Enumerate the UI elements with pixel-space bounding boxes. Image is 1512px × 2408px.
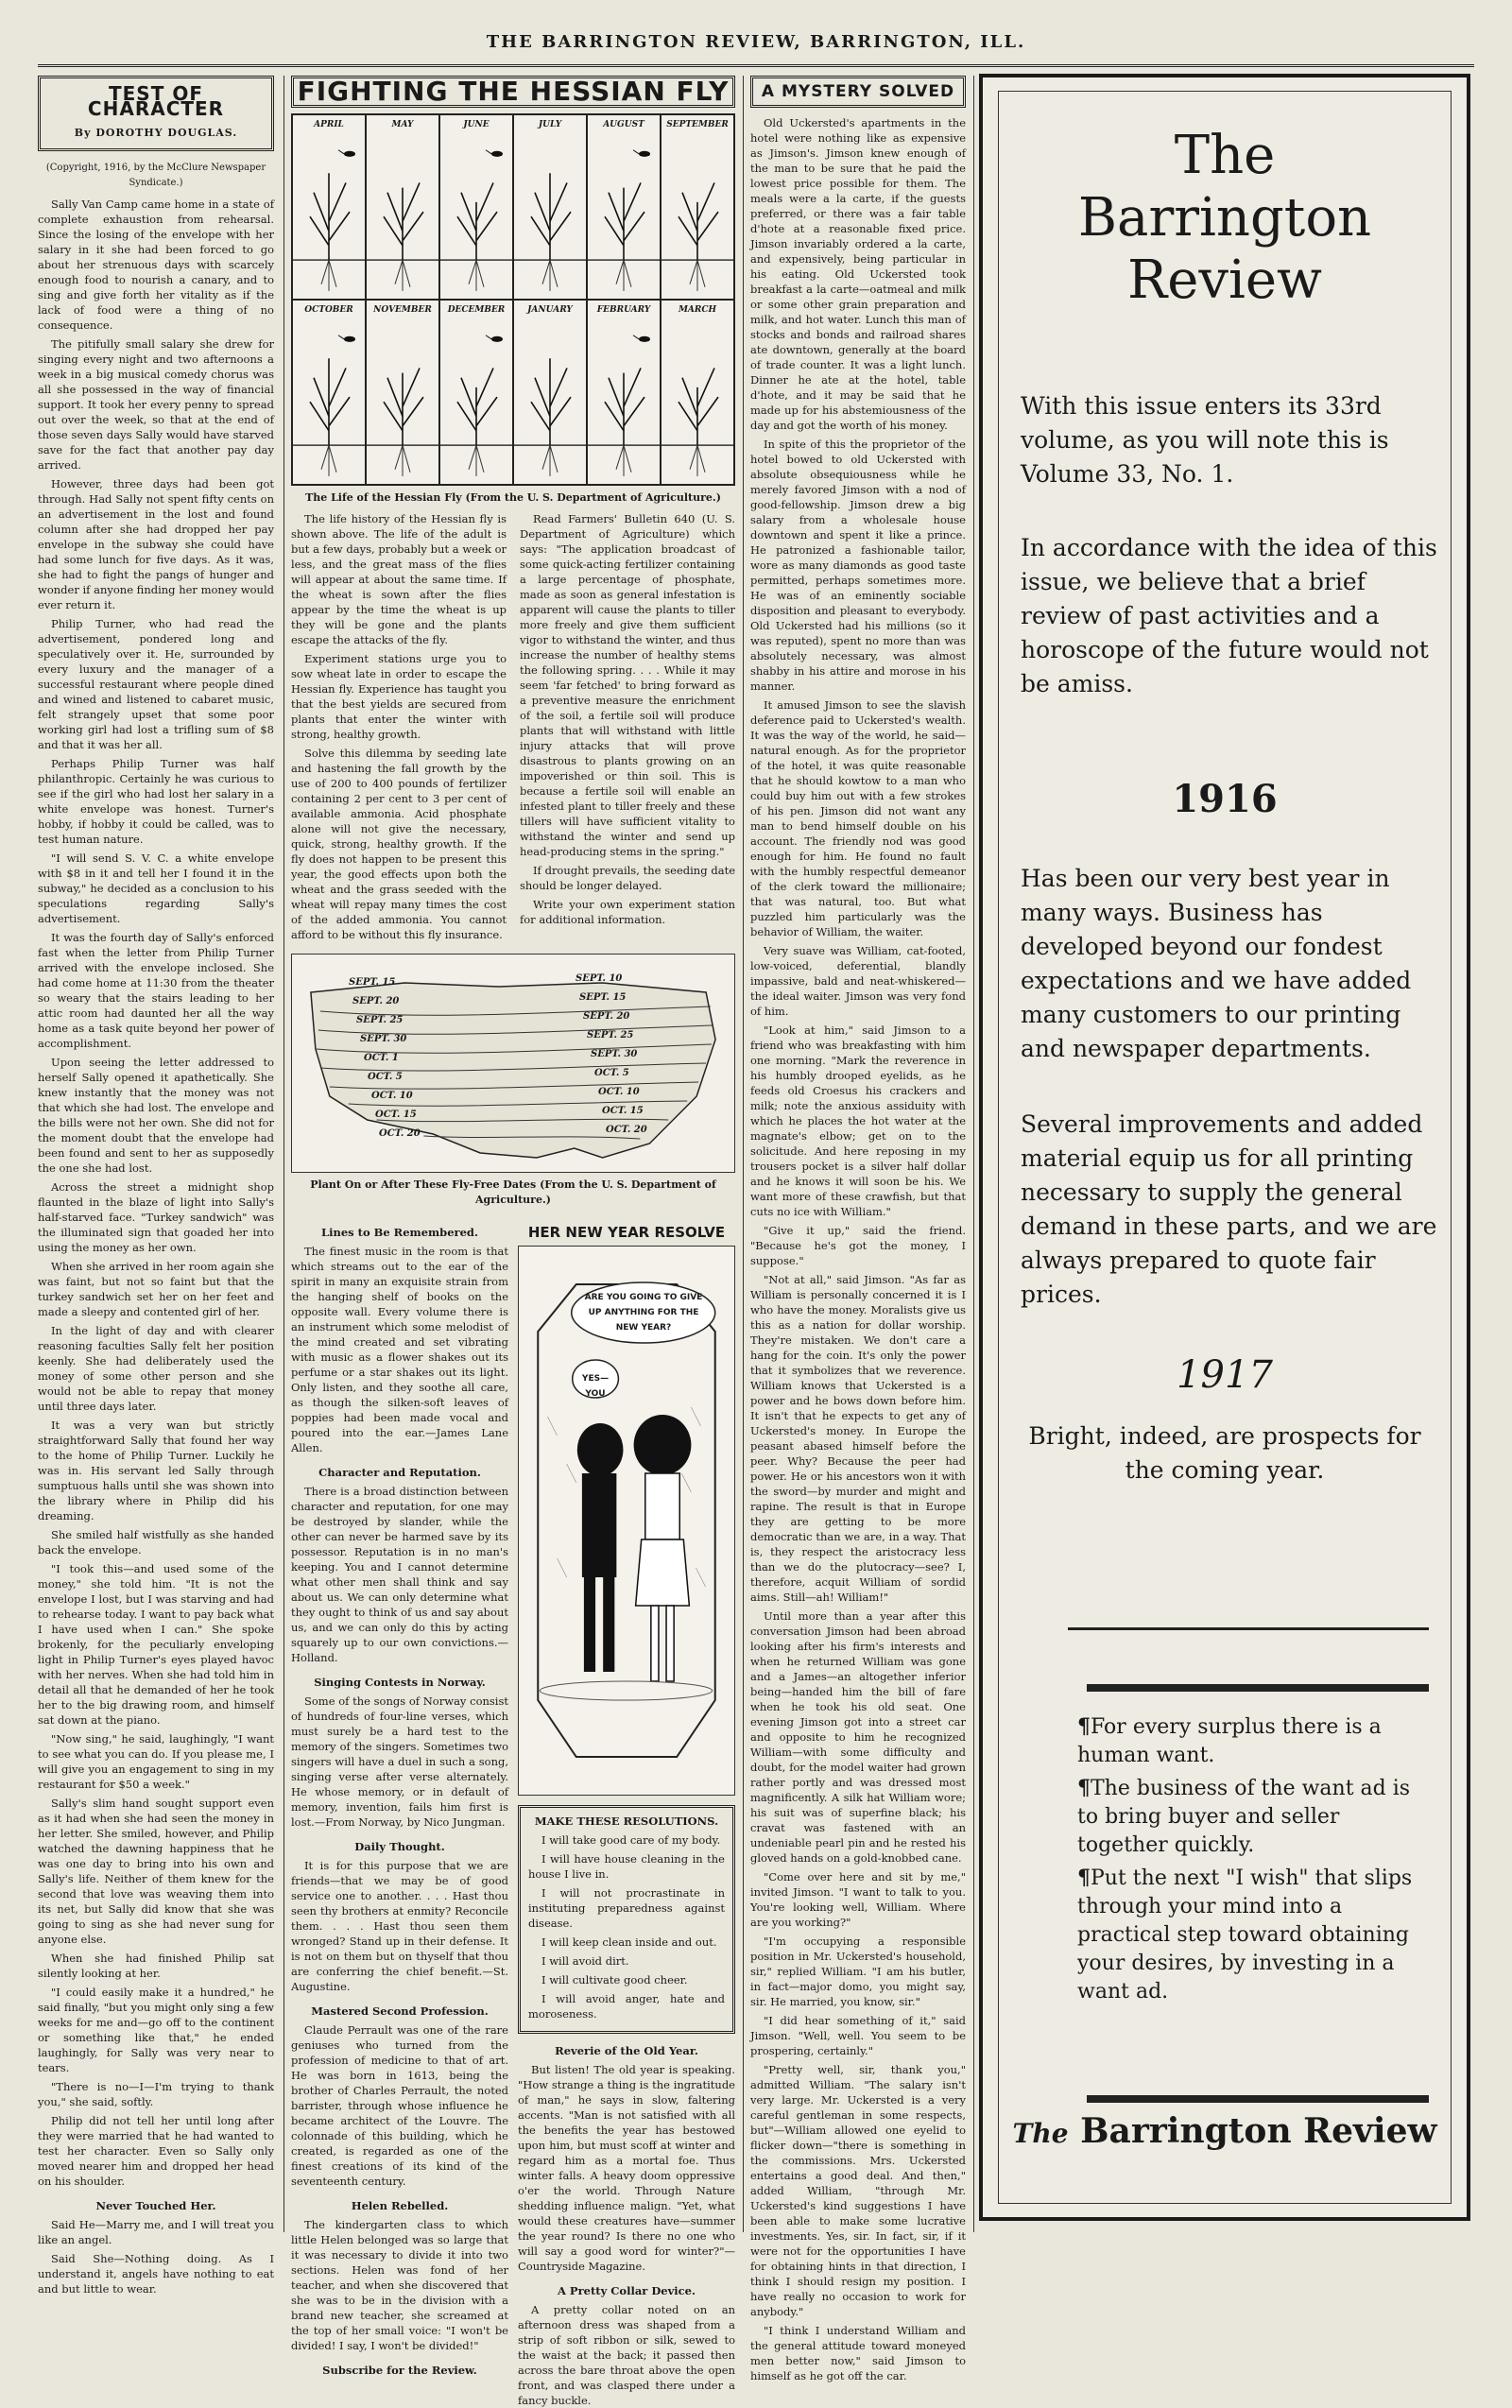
mystery-paragraph: "I think I understand William and the general attitude toward moneyed men better now," said Jimson to himself as he got off the car.: [750, 2324, 966, 2382]
map-date-label: SEPT. 25: [356, 1015, 404, 1025]
filler-text: Claude Perrault was one of the rare geniuses who turned from the profession of medicine to that of art. He was born in 1613, being the brother of Charles Perrault, the noted barrister, through whose influence he became architect of the Louvre. The colonnade of this building, which he created, is regarded as one of the finest creations of its kind of the seventeenth century.: [291, 2023, 508, 2188]
new-year-cartoon: [518, 1246, 735, 1796]
filler-title: Helen Rebelled.: [351, 2199, 449, 2212]
filler-text: The kindergarten class to which little Helen belonged was so large that it was necessary to divide it into two sections. Helen was fond of her teacher, and when she discovered that she was to be in the division with a brand new teacher, she screamed at the top of her small voice: "I won't be divided! I say, I won't be divided!": [291, 2218, 508, 2352]
wheat-plant-icon: [440, 301, 512, 484]
story-paragraph: Sally Van Camp came home in a state of complete exhaustion from rehearsal. Since the losing of the envelope with her salary in it she had been forced to go about her strenuous days with scarcely enough food to nourish a canary, and to sing and give forth her vitality as if the lack of food were a thing of no consequence.: [38, 198, 274, 332]
mystery-body: [750, 115, 966, 2383]
filler-text: There is a broad distinction between character and reputation, for one may be destroyed by slander, while the other can never be harmed save by its possessor. Reputation is in no man's keeping. You and I cannot determine what other men shall think and say about us. We can only determine what they ought to think of us and say about us, and we can only do this by acting squarely up to our own convictions.—Holland.: [291, 1485, 508, 1664]
hessian-fly-column: [291, 76, 735, 2407]
lower-section: [291, 1215, 735, 2408]
story-paragraph: It was the fourth day of Sally's enforced fast when the letter from Philip Turner arrived with the envelope inclosed. She had come home at 11:30 from the theater so weary that the stairs leading to her attic room had daunted her all the way home as a task quite beyond her power of accomplishment.: [38, 931, 274, 1050]
story-body: [38, 197, 274, 2189]
ad-title: [983, 125, 1467, 312]
pilcrow-icon: ¶: [1077, 1866, 1091, 1890]
map-date-label: SEPT. 15: [349, 977, 396, 988]
fly-paragraph: Experiment stations urge you to sow wheat late in order to escape the Hessian fly. Experience has taught you that the best yields are secured from plants that enter the winter with strong, healthy growth.: [291, 652, 507, 741]
fly-paragraph: The life history of the Hessian fly is shown above. The life of the adult is but a few days, probably but a week or less, and the great mass of the flies will appear at about the same time. If the wheat is sown after the flies appear by the time the wheat is up they will be gone and the plants escape the attacks of the fly.: [291, 512, 507, 646]
fly-month-label: MAY: [391, 120, 414, 129]
map-dates-east: [576, 972, 647, 1142]
fly-month-label: AUGUST: [603, 120, 644, 129]
map-date-label: SEPT. 10: [576, 973, 623, 984]
resolution-line: I will not procrastinate in instituting preparedness against disease.: [528, 1886, 725, 1930]
story-paragraph: The pitifully small salary she drew for singing every night and two afternoons a week in a big musical comedy chorus was all she possessed in the way of financial support. It took her every penny to spread out over the week, so that at the end of those seven days Sally would have starved save for the fact that another pay day arrived.: [38, 337, 274, 472]
resolve-title: HER NEW YEAR RESOLVE: [527, 1224, 726, 1241]
copyright-note: (Copyright, 1916, by the McClure Newspaper Syndicate.): [45, 163, 266, 188]
ad-accordance: In accordance with the idea of this issue, we believe that a brief review of past activities and a horoscope of the future would not be amiss.: [1021, 534, 1437, 697]
fly-headbox: [291, 76, 735, 108]
fly-paragraph: Write your own experiment station for additional information.: [520, 898, 735, 926]
story-paragraph: "Now sing," he said, laughingly, "I want to see what you can do. If you please me, I will give you an engagement to sing in my restaurant for $50 a week.": [38, 1732, 274, 1791]
story-paragraph: It was a very wan but strictly straightforward Sally that found her way to the home of Philip Turner. Luckily he was in. His servant led Sally through sumptuous halls until she was shown into the library where in Philip did his dreaming.: [38, 1419, 274, 1522]
mystery-title: A MYSTERY SOLVED: [761, 82, 955, 101]
pilcrow-icon: ¶: [1077, 1714, 1091, 1739]
fly-month-panel: [514, 115, 586, 299]
column-rule: [743, 76, 744, 2232]
filler-text: The finest music in the room is that which streams out to the ear of the spirit in many an exquisite strain from the hanging shelf of books on the opposite wall. Every volume there is an instrument which some melodist of the mind created and set vibrating with music as a flower shakes out its perfume or a star shakes out its light. Only listen, and they soothe all care, as though the silken-soft leaves of poppies had been made vocal and poured into the ear.—James Lane Allen.: [291, 1245, 508, 1454]
barrington-review-ad: [979, 74, 1470, 2221]
fly-month-label: OCTOBER: [304, 305, 353, 315]
story-title: TEST OF CHARACTER: [87, 82, 225, 120]
resolutions-list: [528, 1832, 725, 2021]
ad-bullet-text: The business of the want ad is to bring buyer and seller together quickly.: [1077, 1777, 1411, 1857]
ad-year-1916: 1916: [1172, 777, 1278, 821]
story-paragraph: In the light of day and with clearer reasoning faculties Sally felt her position keenly. She had deliberately used the money of some other person and she would not be able to repay that money until three days later.: [38, 1324, 274, 1413]
fly-month-panel: [367, 301, 438, 484]
story-paragraph: Across the street a midnight shop flaunted in the blaze of light into Sally's half-starved face. "Turkey sandwich" was the illuminated sign that goaded her into using the money as her own.: [38, 1180, 274, 1254]
fly-month-panel: [440, 301, 512, 484]
fly-figure-caption: The Life of the Hessian Fly (From the U. S. Department of Agriculture.): [305, 491, 721, 504]
story-paragraph: Philip did not tell her until long after they were married that he had wanted to test her character. Even so Sally only moved nearer him and dropped her head on his shoulder.: [38, 2114, 274, 2188]
fly-free-dates-map: [291, 954, 735, 1173]
fly-paragraph: If drought prevails, the seeding date should be longer delayed.: [520, 864, 735, 892]
mystery-paragraph: It amused Jimson to see the slavish deference paid to Uckersted's wealth. It was the way of the world, he said—natural enough. As for the proprietor of the hotel, it was quite reasonable that he should kowtow to a man who could buy him out with a few strokes of his pen. Jimson did not want any man to bend himself double on his account. The friendly nod was good enough for him. He found no fault with the humbly respectful demeanor of the clerk toward the millionaire; that was natural, too. But what puzzled him particularly was the behavior of William, the waiter.: [750, 698, 966, 938]
ad-1917-text: Bright, indeed, are prospects for the coming year.: [1028, 1422, 1421, 1484]
story-paragraph: Philip Turner, who had read the advertisement, pondered long and speculatively over it. He, surrounded by every luxury and the manager of a successful restaurant where people dined and wined and listened to cabaret music, felt strangely upset that some poor working girl had lost a trifling sum of $8 and that it was her all.: [38, 617, 274, 751]
ad-bullet-text: For every surplus there is a human want.: [1077, 1715, 1382, 1767]
fly-month-label: MARCH: [678, 305, 717, 315]
mystery-column: [750, 76, 966, 2382]
wheat-plant-icon: [367, 115, 438, 299]
map-date-label: OCT. 10: [371, 1091, 413, 1101]
story-paragraph: "I could easily make it a hundred," he said finally, "but you might only sing a few weeks for me and—go off to the continent or something like that," he ended laughingly, for Sally was very near to tears.: [38, 1986, 274, 2074]
wheat-plant-icon: [588, 115, 660, 299]
ad-footer-name: Barrington Review: [1080, 2111, 1437, 2151]
ad-bullet: [1077, 1774, 1424, 1860]
map-date-label: SEPT. 15: [579, 992, 627, 1003]
mystery-paragraph: Old Uckersted's apartments in the hotel were nothing like as expensive as Jimson's. Jimson knew enough of the man to be sure that he paid the lowest price possible for them. The meals were a la carte, if the guests preferred, or there was a fair table d'hote at a reasonable fixed price. Jimson invariably ordered a la carte, and expensively, being particular in his eating. Old Uckersted took breakfast a la carte—oatmeal and milk or some other grain preparation and milk, and hot water. Lunch this man of stocks and bonds and railroad shares ate downtown, generally at the board of trade counter. It was a light lunch. Dinner he ate at the hotel, table d'hote, and it may be said that he made up for his abstemiousness of the day and got the worth of his money.: [750, 116, 966, 432]
reverie-text: But listen! The old year is speaking. "How strange a thing is the ingratitude of man," he says in slow, faltering accents. "Man is not satisfied with all the benefits the year has bestowed upon him, but must scoff at winter and regard him as a mortal foe. Thus winter falls. A heavy doom oppressive o'er the world. Through Nature shedding influence malign. "Yet, what would these creatures have—summer the year round? Is there no one who will say a good word for winter?"—Countryside Magazine.: [518, 2063, 735, 2273]
ad-intro: With this issue enters its 33rd volume, as you will note this is Volume 33, No. 1.: [1021, 392, 1389, 488]
map-date-label: OCT. 5: [594, 1068, 629, 1078]
map-date-label: OCT. 15: [602, 1106, 644, 1116]
map-date-label: OCT. 15: [375, 1109, 417, 1120]
resolutions-box: [518, 1805, 735, 2034]
wheat-plant-icon: [588, 301, 660, 484]
story-paragraph: "There is no—I—I'm trying to thank you," she said, softly.: [38, 2080, 274, 2108]
fly-month-label: DECEMBER: [447, 305, 506, 315]
pilcrow-icon: ¶: [1077, 1776, 1091, 1800]
collar-text: A pretty collar noted on an afternoon dress was shaped from a strip of soft ribbon or silk, sewed to the waist at the back; it passed then across the bare throat above the open front, and was clasped there under a fancy buckle.: [518, 2303, 735, 2407]
fly-month-label: JULY: [538, 120, 562, 129]
ad-title-line: Barrington: [1077, 187, 1372, 249]
filler-title: Subscribe for the Review.: [322, 2364, 477, 2377]
map-date-label: SEPT. 30: [591, 1049, 638, 1059]
ad-bullets: [1077, 1712, 1424, 2010]
map-date-label: OCT. 5: [368, 1072, 403, 1082]
filler-title: Character and Reputation.: [318, 1466, 481, 1479]
fly-month-panel: [588, 301, 660, 484]
bubble-him: YES—YOU: [581, 1374, 610, 1399]
filler-text: It is for this purpose that we are friends—that we may be of good service one to another. . . . Hast thou seen thy brothers at enmity? Reconcile them. . . . Hast thou seen them wronged? Stand up in their defense. It is not on them but on thyself that thou are conferring the chief benefit.—St. Augustine.: [291, 1859, 508, 1993]
mystery-paragraph: "Give it up," said the friend. "Because he's got the money, I suppose.": [750, 1224, 966, 1267]
wheat-plant-icon: [367, 301, 438, 484]
map-date-label: OCT. 20: [606, 1125, 647, 1135]
resolution-line: I will avoid anger, hate and moroseness.: [528, 1992, 725, 2021]
map-date-label: OCT. 10: [598, 1087, 640, 1097]
resolutions-title: MAKE THESE RESOLUTIONS.: [534, 1815, 719, 1828]
ad-footer-the: The: [1012, 2118, 1069, 2149]
ad-rule: [1087, 1684, 1429, 1692]
fly-article: [291, 511, 735, 946]
filler-title: Mastered Second Profession.: [311, 2004, 489, 2018]
poem-title: Never Touched Her.: [95, 2199, 216, 2212]
ad-title-line: The: [1174, 125, 1276, 186]
mystery-paragraph: In spite of this the proprietor of the hotel bowed to old Uckersted with absolute obsequiousness while he merely favored Jimson with a nod of good-fellowship. Jimson drew a big salary from a wholesale house downtown and spent it like a prince. He patronized a fashionable tailor, wore as many diamonds as good taste permitted, perhaps sometimes more. He was of an eminently sociable disposition and pleasant to everybody. Old Uckersted had his millions (so it was reputed), spent no more than was absolutely necessary, was almost shabby in his attire and morose in his manner.: [750, 438, 966, 693]
story-paragraph: Perhaps Philip Turner was half philanthropic. Certainly he was curious to see if the girl who had lost her salary in a white envelope was honest. Turner's hobby, if hobby it could be called, was to test human nature.: [38, 757, 274, 846]
map-caption: Plant On or After These Fly-Free Dates (From the U. S. Department of Agriculture.): [310, 1178, 716, 1206]
mystery-paragraph: Until more than a year after this conversation Jimson had been abroad looking after his firm's interests and when he returned William was gone and a James—an altogether inferior being—handed him the bill of fare when he took his old seat. One evening Jimson got into a street car and opposite to him he recognized William—with some difficulty and doubt, for the model waiter had grown rather portly and was dressed most magnificently. A silk hat William wore; his suit was of superfine black; his cravat was fastened with an undeniable pearl pin and he rested his gloved hands on a gold-knobbed cane.: [750, 1609, 966, 1865]
fly-month-label: JUNE: [463, 120, 490, 129]
fly-month-panel: [514, 301, 586, 484]
fly-month-panel: [662, 301, 733, 484]
fly-paragraph: Solve this dilemma by seeding late and hastening the fall growth by the use of 200 to 400 pounds of fertilizer containing 2 per cent to 3 per cent of available ammonia. Acid phosphate alone will not give the necessary, quick, strong, healthy growth. If the fly does not happen to be present this year, the good effects upon both the wheat and the grass seeded with the wheat will repay many times the cost of the added ammonia. You cannot afford to be without this fly insurance.: [291, 747, 507, 941]
story-headbox: [38, 76, 274, 151]
story-paragraph: She smiled half wistfully as she handed back the envelope.: [38, 1528, 274, 1557]
mystery-paragraph: "Not at all," said Jimson. "As far as William is personally concerned it is I who have the money. Moralists give us this as a nation for dollar worship. They're mistaken. We don't care a hang for the coin. It's only the power that it symbolizes that we reverence. William knows that Uckersted is a power and he bows down before him. It isn't that he expects to get any of Uckersted's money. In Europe the peasant abased himself before the peer. Why? Because the peer had power. He or his ancestors won it with the sword—by murder and might and rapine. The result is that in Europe they are getting to be more democratic than we are, in a way. That is, they respect the aristocracy less than we do the plutocracy—see? I, therefore, acquit William of sordid aims. Still—ah! William!": [750, 1273, 966, 1604]
fly-month-panel: [440, 115, 512, 299]
ad-year-1917: 1917: [1177, 1353, 1273, 1397]
map-date-label: SEPT. 20: [583, 1011, 630, 1022]
wheat-plant-icon: [293, 115, 365, 299]
story-paragraph: Upon seeing the letter addressed to herself Sally opened it apathetically. She knew instantly that the money was not that which she had lost. The envelope and the bills were not her own. She did not for the moment doubt that the envelope had been found and sent to her as supposedly the one she had lost.: [38, 1056, 274, 1175]
mystery-paragraph: "Look at him," said Jimson to a friend who was breakfasting with him one morning. "Mark the reverence in his humbly drooped eyelids, as he feeds old Croesus his crackers and milk; note the anxious assiduity with which he places the hot water at the magnate's elbow; get on to the solicitude. And here reposing in my trousers pocket is a silver half dollar and he knows it will soon be his. We want more of these crawfish, but that cuts no ice with William.": [750, 1023, 966, 1218]
story-paragraph: Sally's slim hand sought support even as it had when she had seen the money in her letter. She smiled, however, and Philip watched the dawning happiness that he was one day to bring into his own and Sally's life. Neither of them knew for the second that love was weaving them into its net, but Sally did know that she was going to sing as she had never sung for anyone else.: [38, 1797, 274, 1946]
column-rule: [973, 76, 974, 2232]
fly-month-label: FEBRUARY: [596, 305, 651, 315]
poem-line: Said She—Nothing doing. As I understand it, angels have nothing to eat and but little to wear.: [38, 2252, 274, 2296]
wheat-plant-icon: [293, 301, 365, 484]
ad-title-line: Review: [1127, 249, 1322, 311]
fly-month-panel: [293, 115, 365, 299]
mystery-headbox: [750, 76, 966, 108]
story-byline: By DOROTHY DOUGLAS.: [74, 127, 238, 139]
fly-article-right: [520, 511, 735, 946]
wheat-plant-icon: [440, 115, 512, 299]
filler-title: Singing Contests in Norway.: [314, 1676, 486, 1689]
ad-bullet: [1077, 1864, 1424, 2006]
fly-article-left: [291, 511, 507, 946]
map-date-label: SEPT. 30: [360, 1034, 407, 1044]
resolution-line: I will have house cleaning in the house I live in.: [528, 1852, 725, 1881]
story-paragraph: When she had finished Philip sat silently looking at her.: [38, 1952, 274, 1980]
wheat-plant-icon: [514, 301, 586, 484]
fly-month-panel: [662, 115, 733, 299]
map-date-label: OCT. 20: [379, 1128, 421, 1139]
resolution-line: I will cultivate good cheer.: [541, 1973, 688, 1987]
mystery-paragraph: "I did hear something of it," said Jimson. "Well, well. You seem to be prospering, certainly.": [750, 2014, 966, 2057]
mystery-paragraph: "I'm occupying a responsible position in Mr. Uckersted's household, sir," replied William. "I am his butler, in fact—major domo, you might say, sir. He married, you know, sir.": [750, 1935, 966, 2008]
story-paragraph: "I took this—and used some of the money," she told him. "It is not the envelope I lost, but I was starving and had to rehearse today. I want to pay back what I have used when I can." She spoke brokenly, for the peculiarly enveloping light in Philip Turner's eyes played havoc with her nerves. When she had told him in detail all that he demanded of her he took her to the big drawing room, and himself sat down at the piano.: [38, 1562, 274, 1727]
filler-column: [291, 1215, 508, 2408]
ad-rule: [1087, 2095, 1429, 2103]
ad-footer: [983, 2111, 1467, 2151]
ad-bullet: [1077, 1712, 1424, 1770]
ad-1916-text: Has been our very best year in many ways. Business has developed beyond our fondest expectations and we have added many customers to our printing and newspaper departments.: [1021, 865, 1412, 1062]
wheat-plant-icon: [662, 115, 733, 299]
wheat-plant-icon: [662, 301, 733, 484]
fly-lifecycle-figure: [291, 113, 735, 486]
bubble-her: ARE YOU GOING TO GIVE UP ANYTHING FOR THE NEW YEAR?: [584, 1293, 703, 1333]
ad-improvements: Several improvements and added material equip us for all printing necessary to supply the general demand in these parts, and we are always prepared to quote fair prices.: [1021, 1110, 1437, 1308]
resolution-line: I will avoid dirt.: [541, 1954, 629, 1968]
fly-title: FIGHTING THE HESSIAN FLY: [297, 76, 730, 107]
filler-title: Daily Thought.: [354, 1840, 445, 1853]
resolve-column: [518, 1215, 735, 2408]
reverie-title: Reverie of the Old Year.: [555, 2044, 698, 2057]
story-paragraph: However, three days had been got through. Had Sally not spent fifty cents on an advertisement in the lost and found column after she had dropped her pay envelope in the subway she could have had some lunch for five days. As it was, she had to fight the pangs of hunger and wonder if anyone finding her money would ever return it.: [38, 477, 274, 611]
fly-month-panel: [293, 301, 365, 484]
wheat-plant-icon: [514, 115, 586, 299]
filler-title: Lines to Be Remembered.: [321, 1226, 478, 1239]
mystery-paragraph: "Pretty well, sir, thank you," admitted William. "The salary isn't very large. Mr. Uckersted is a very careful gentleman in some respects, but"—William allowed one eyelid to flicker down—"there is something in the commissions. Mrs. Uckersted entertains a good deal. And then," added William, "through Mr. Uckersted's kind suggestions I have been able to make some lucrative investments. Yes, sir. In fact, sir, if it were not for the opportunities I have for obtaining hints in that direction, I think I should resign my position. I have really no occasion to work for anybody.": [750, 2063, 966, 2318]
fly-month-label: NOVEMBER: [373, 305, 432, 315]
fly-month-panel: [367, 115, 438, 299]
story-paragraph: When she arrived in her room again she was faint, but not so faint but that the turkey sandwich set her on her feet and made a sleepy and contented girl of her.: [38, 1260, 274, 1318]
filler-text: Some of the songs of Norway consist of hundreds of four-line verses, which must surely be a hard test to the memory of the singers. Sometimes two singers will have a duel in such a song, singing verse after verse alternately. He whose memory, or in default of memory, invention, fails him first is lost.—From Norway, by Nico Jungman.: [291, 1694, 508, 1829]
poem-body: [38, 2217, 274, 2296]
resolution-line: I will take good care of my body.: [541, 1833, 721, 1847]
map-date-label: SEPT. 25: [587, 1030, 634, 1041]
collar-title: A Pretty Collar Device.: [558, 2284, 696, 2297]
fly-month-label: APRIL: [314, 120, 344, 129]
mystery-paragraph: Very suave was William, cat-footed, low-voiced, deferential, blandly impassive, bald and neat-whiskered—the ideal waiter. Jimson was very fond of him.: [750, 944, 966, 1018]
story-paragraph: "I will send S. V. C. a white envelope with $8 in it and tell her I found it in the subway," he decided as a conclusion to his speculations regarding Sally's advertisement.: [38, 851, 274, 925]
fly-month-label: SEPTEMBER: [666, 120, 729, 129]
map-dates-west: [349, 975, 421, 1145]
resolution-line: I will keep clean inside and out.: [541, 1935, 717, 1949]
running-head: THE BARRINGTON REVIEW, BARRINGTON, ILL.: [38, 32, 1474, 67]
map-date-label: SEPT. 20: [352, 996, 400, 1006]
ad-rule: [1068, 1627, 1429, 1630]
mystery-paragraph: "Come over here and sit by me," invited Jimson. "I want to talk to you. You're looking well, William. Where are you working?": [750, 1870, 966, 1929]
poem-line: Said He—Marry me, and I will treat you like an angel.: [38, 2218, 274, 2246]
fly-paragraph: Read Farmers' Bulletin 640 (U. S. Department of Agriculture) which says: "The application broadcast of some quick-acting fertilizer containing a large percentage of phosphate, made as soon as general infestation is apparent will cause the plants to tiller more freely and give them sufficient vigor to withstand the winter, and thus increase the number of healthy stems the following spring. . . . While it may seem 'far fetched' to bring forward as a preventive measure the enrichment of the soil, a fertile soil will produce plants that will withstand with little injury attacks that will prove disastrous to plants growing on an impoverished or thin soil. This is because a fertile soil will enable an infested plant to tiller freely and these tillers will have sufficient vitality to withstand the winter and send up head-producing stems in the spring.": [520, 512, 735, 858]
ad-bullet-text: Put the next "I wish" that slips through your mind into a practical step toward obtaining your desires, by investing in a want ad.: [1077, 1866, 1413, 2004]
fly-month-panel: [588, 115, 660, 299]
map-date-label: OCT. 1: [364, 1053, 399, 1063]
test-of-character-column: [38, 76, 274, 2296]
fly-month-label: JANUARY: [527, 305, 573, 315]
